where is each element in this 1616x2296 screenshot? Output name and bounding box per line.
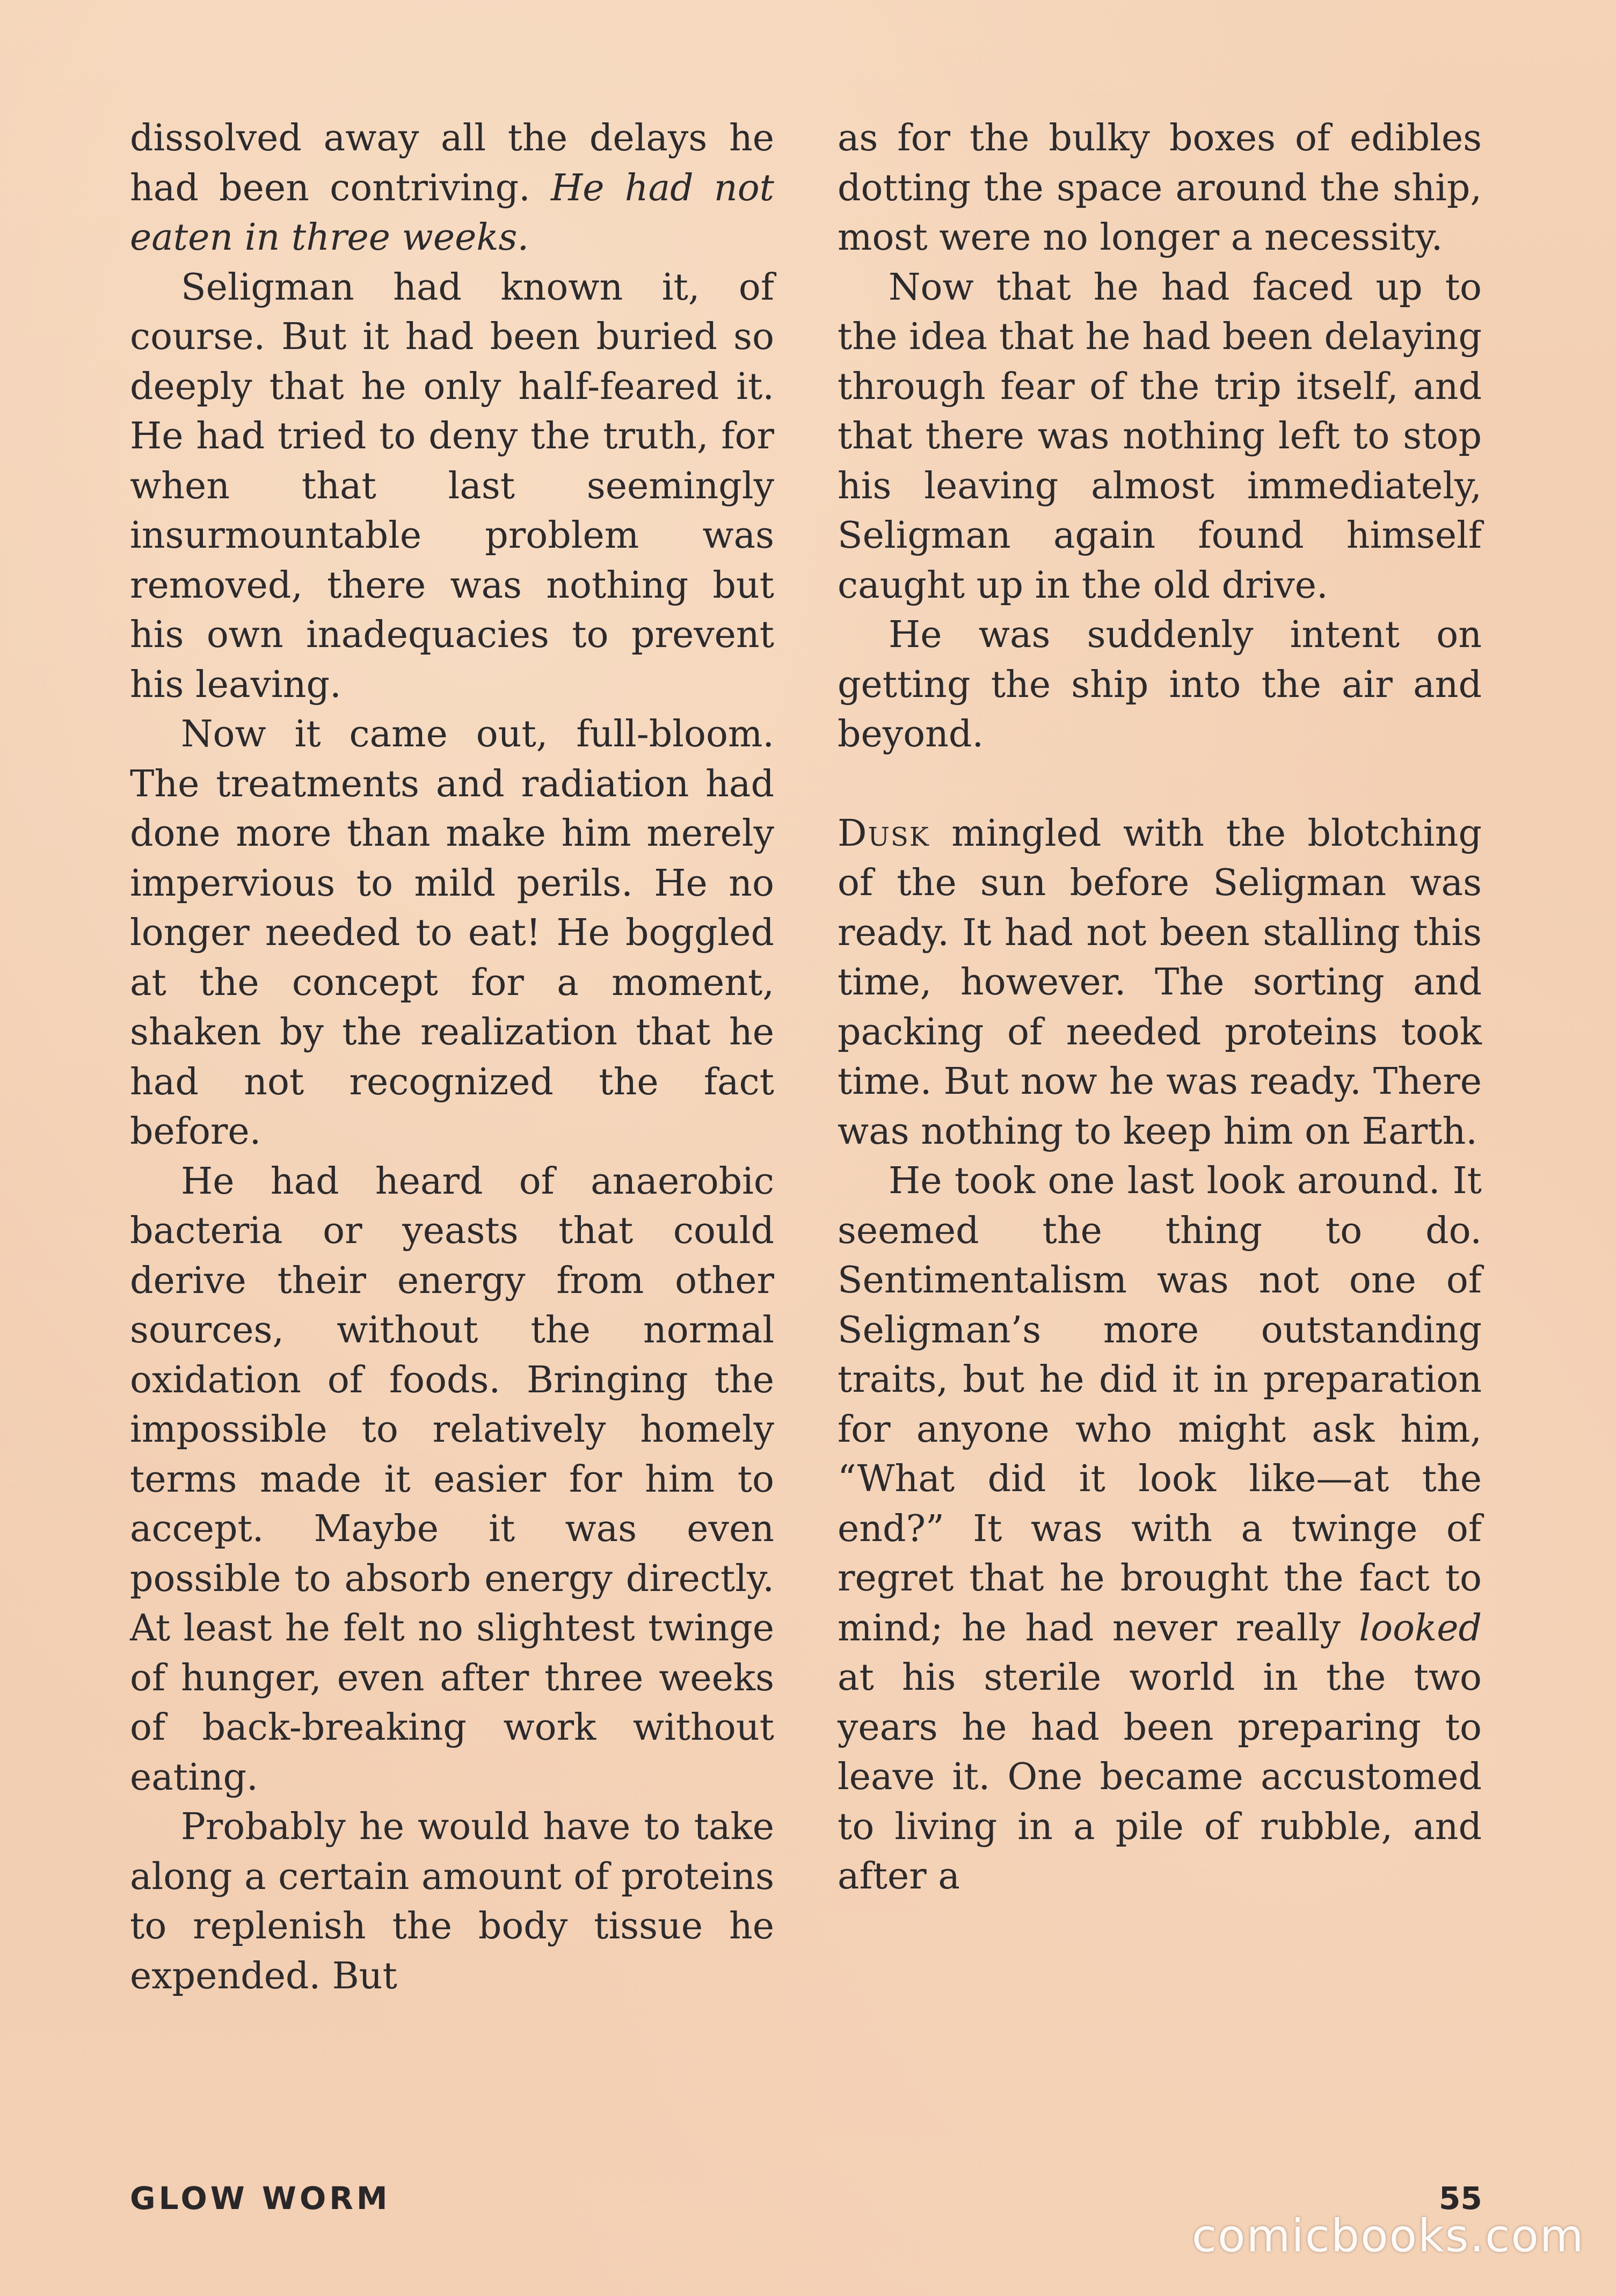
paragraph: Now it came out, full-bloom. The treatments and radiation had done more than make him merely impervious to mild perils. He no longer needed to eat! He boggled at the concept for a moment, shaken by the realization that he had not recognized the fact before. bbox=[130, 713, 774, 1153]
italic-text: He had not eaten in three weeks. bbox=[130, 166, 774, 259]
paragraph-text: at his sterile world in the two years he had been preparing to leave it. One became accustomed to living in a pile of rubble, and after a bbox=[838, 1656, 1482, 1898]
paragraph: He had heard of anaerobic bacteria or yeasts that could derive their energy from other sources, without the normal oxidation of foods. Bringing the impossible to relatively homely terms made it easier for him to accept. Maybe it was even possible to absorb energy directly. At least he felt no slightest twinge of hunger, even after three weeks of back-breaking work without eating. bbox=[130, 1160, 774, 1799]
paragraph-text: He took one last look around. It seemed the thing to do. Sentimentalism was not one of Seligman’s more outstanding traits, but he did it in preparation for anyone who might ask him, “What did it look like—at the end?” It was with a twinge of regret that he brought the fact to mind; he had never really bbox=[838, 1160, 1482, 1650]
section-start-paragraph bbox=[838, 809, 1482, 1157]
paragraph-text: dissolved away all the delays he had been contriving. bbox=[130, 117, 774, 209]
italic-text: looked bbox=[1359, 1607, 1482, 1650]
paragraph: He was suddenly intent on getting the ship into the air and beyond. bbox=[838, 614, 1482, 755]
right-text-column bbox=[838, 114, 1482, 1902]
paragraph: as for the bulky boxes of edibles dotting the space around the ship, most were no longer a necessity. bbox=[838, 117, 1482, 259]
paragraph bbox=[130, 114, 774, 263]
paragraph: Probably he would have to take along a certain amount of proteins to replenish the body tissue he expended. But bbox=[130, 1806, 774, 1997]
watermark: comicbooks.com bbox=[1192, 2210, 1585, 2262]
page-number: 55 bbox=[1439, 2180, 1482, 2217]
running-title: GLOW WORM bbox=[130, 2180, 391, 2217]
small-caps-lead: Dusk bbox=[838, 812, 930, 855]
paragraph: Seligman had known it, of course. But it had been buried so deeply that he only half-feared it. He had tried to deny the truth, for when that last seemingly insurmountable problem was removed, there was nothing but his own inadequacies to prevent his leaving. bbox=[130, 266, 774, 706]
paragraph bbox=[838, 1157, 1482, 1902]
left-text-column bbox=[130, 114, 774, 2001]
paragraph-text: mingled with the blotching of the sun before Seligman was ready. It had not been stalling this time, however. The sorting and packing of needed proteins took time. But now he was ready. There was nothing to keep him on Earth. bbox=[838, 812, 1482, 1153]
paragraph: Now that he had faced up to the idea that he had been delaying through fear of the trip itself, and that there was nothing left to stop his leaving almost immediately, Seligman again found himself caught up in the old drive. bbox=[838, 266, 1482, 607]
